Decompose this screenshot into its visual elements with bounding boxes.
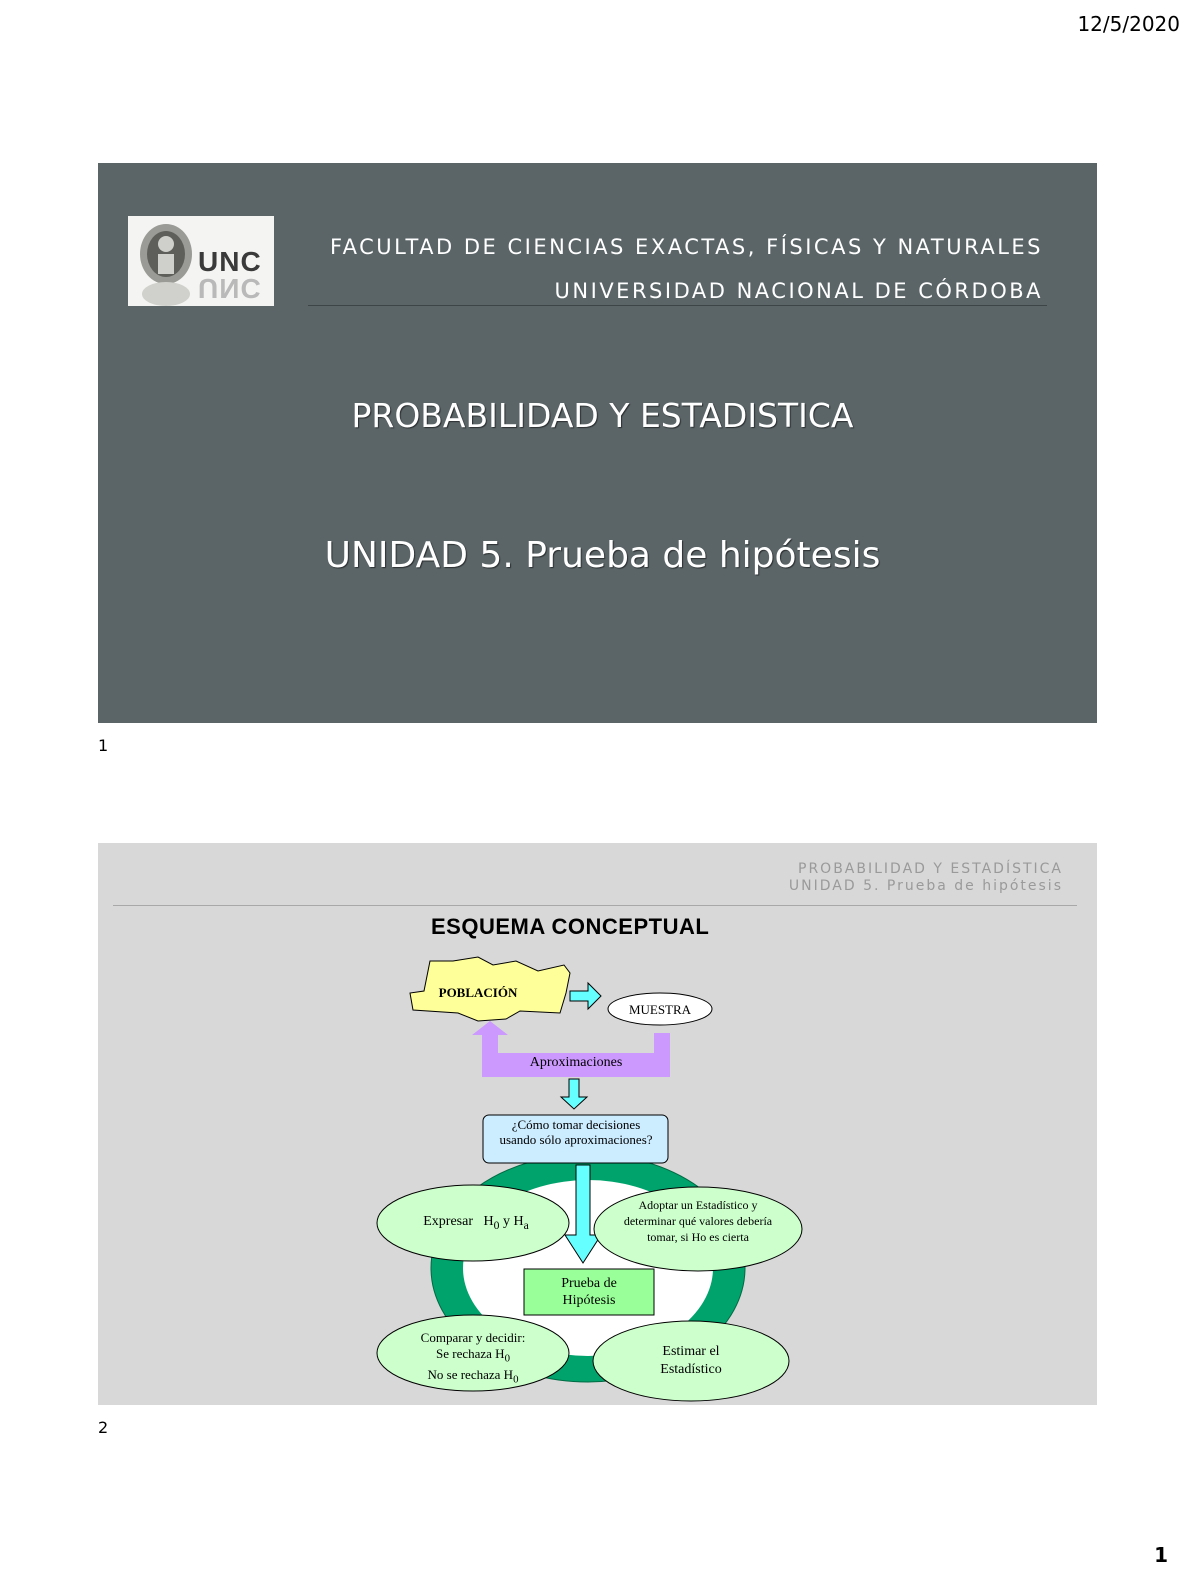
poblacion-label: POBLACIÓN (438, 985, 518, 1000)
expresar-text: Expresar (423, 1214, 473, 1229)
comparar-line-3 (398, 1367, 548, 1388)
title-slide (98, 163, 1097, 723)
expresar-label (396, 1213, 556, 1234)
slide-number-1: 1 (98, 736, 109, 755)
aproximaciones-label: Aproximaciones (529, 1055, 623, 1070)
faculty-line-1: FACULTAD DE CIENCIAS EXACTAS, FÍSICAS Y NATURALES (329, 235, 1043, 259)
faculty-heading (330, 225, 1043, 313)
concept-map-slide (98, 843, 1097, 1405)
ha-subscript: a (523, 1218, 529, 1232)
reject-text: Se rechaza H (436, 1346, 505, 1361)
question-label: ¿Cómo tomar decisiones usando sólo aproximaciones? (499, 1117, 653, 1147)
comparar-label (398, 1330, 548, 1387)
prueba-label: Prueba de Hipótesis (561, 1276, 617, 1308)
estimar-label: Estimar el Estadístico (660, 1344, 722, 1377)
h0-symbol: H (483, 1214, 494, 1229)
not-reject-text: No se rechaza H (427, 1366, 514, 1382)
unc-logo (128, 216, 274, 306)
header-unit: UNIDAD 5. Prueba de hipótesis (788, 878, 1063, 894)
h0-subscript: 0 (493, 1218, 500, 1232)
reject-subscript: 0 (504, 1352, 510, 1365)
slide-title: ESQUEMA CONCEPTUAL (431, 914, 710, 939)
not-reject-subscript: 0 (513, 1373, 519, 1386)
page-date: 12/5/2020 (1077, 12, 1180, 36)
unit-title: UNIDAD 5. Prueba de hipótesis (324, 535, 881, 576)
y-connector: y (502, 1214, 510, 1229)
page-number: 1 (1154, 1543, 1168, 1567)
comparar-line-1: Comparar y decidir: (420, 1330, 526, 1345)
comparar-line-2 (398, 1346, 548, 1367)
faculty-line-2: UNIVERSIDAD NACIONAL DE CÓRDOBA (554, 279, 1043, 303)
logo-text-reflection: UNC (198, 273, 262, 304)
header-course: PROBABILIDAD Y ESTADÍSTICA (798, 861, 1063, 877)
slide-number-2: 2 (98, 1418, 109, 1437)
header-divider (308, 305, 1047, 306)
arrow-down-icon (561, 1079, 587, 1109)
muestra-label: MUESTRA (628, 1002, 692, 1017)
logo-text: UNC (198, 246, 262, 277)
course-title: PROBABILIDAD Y ESTADISTICA (351, 396, 854, 435)
arrow-right-icon (570, 983, 601, 1009)
adoptar-label: Adoptar un Estadístico y determinar qué valores debería tomar, si Ho es cierta (623, 1198, 773, 1244)
ha-symbol: H (513, 1214, 524, 1229)
